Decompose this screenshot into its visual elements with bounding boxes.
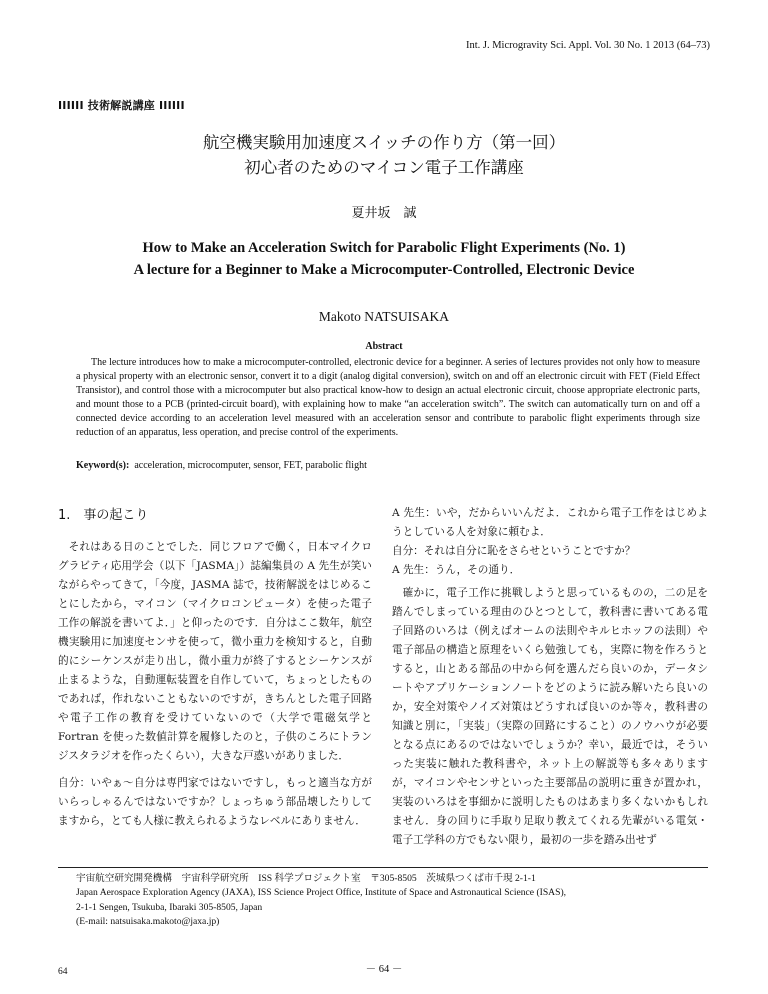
body-paragraph-3: 確かに，電子工作に挑戦しようと思っているものの，二の足を踏んでしまっている理由のひとつとして，教科書に書いてある電子回路のいろは（例えばオームの法則やキルヒホッフの法則）や電子部品の構造と原理をいくら勉強しても，実際に物を作ろうとすると，山とある部品の中から何を選んだら良いのか，データシートやアプリケーションノートをどのように読み解いたら良いのか，安全対策やノイズ対策はどうすれば良いのか等々，教科書の知識と別に，「実装」（実際の回路にすること）のノウハウが必要となる点にあるのではないでしょうか？幸い，最近では，そういった実装に触れた教科書や，ネット上の解説等も多々ありますが，マイコンやセンサといった主要部品の説明に重きが置かれ，実装のいろはを事細かに説明したものはあまり多くないかもしれません．身の回りに手取り足取り教えてくれる先輩がいる電気・電子工学科の方でもない限り，最初の一歩を踏み出せず bbox=[392, 587, 708, 846]
author-english: Makoto NATSUISAKA bbox=[318, 309, 450, 324]
dialog-line-2: 自分：それは自分に恥をさらせということですか？ bbox=[392, 545, 636, 557]
section-heading: 1. 事の起こり bbox=[58, 508, 149, 523]
keywords-text: acceleration, microcomputer, sensor, FET, parabolic flight bbox=[134, 460, 367, 471]
keywords bbox=[76, 460, 367, 471]
body-paragraph-2: 自分：いやぁ～自分は専門家ではないですし，もっと適当な方がいらっしゃるんではないですか？しょっちゅう部品壊したりしてますから，とても人様に教えられるようなレベルにありません． bbox=[58, 777, 372, 827]
abstract-body: The lecture introduces how to make a microcomputer-controlled, electronic device for a beginner. A series of lectures provides not only how to measure a physical property with an electronic sensor, convert it to a digit (analog digital conversion), switch on and off an electronic circuit with FET (Field Effect Transistor), and control those with a microcomputer but also practical know-how to design an actual electronic circuit, choose appropriate electronic parts, and mount those to a PCB (printed-circuit board), with explaining how to make “an acceleration switch”. The switch can automatically turn on and off a connected device according to an acceleration level measured with an acceleration sensor and contribute to parabolic flight experiments through size reduction of an apparatus, less operation, and precise control of the experiments. bbox=[76, 357, 700, 438]
title-japanese-line2: 初心者のためのマイコン電子工作講座 bbox=[244, 158, 524, 177]
keywords-label: Keyword(s): bbox=[76, 460, 130, 471]
affiliation-line-2: Japan Aerospace Exploration Agency (JAXA), ISS Science Project Office, Institute of Space and Astronautical Science (ISAS), bbox=[76, 887, 567, 899]
abstract-heading: Abstract bbox=[365, 341, 403, 352]
affiliation-line-3: 2-1-1 Sengen, Tsukuba, Ibaraki 305-8505, Japan bbox=[76, 901, 263, 913]
page-number-center: － 64 － bbox=[365, 964, 403, 975]
title-english-line2: A lecture for a Beginner to Make a Microcomputer-Controlled, Electronic Device bbox=[133, 262, 635, 278]
dialog-line-1: A 先生：いや，だからいいんだよ．これから電子工作をはじめようとしている人を対象に頼むよ． bbox=[392, 507, 708, 538]
footnote-divider bbox=[58, 867, 708, 868]
dialog-block bbox=[392, 504, 708, 580]
page-number: 64 bbox=[58, 967, 68, 977]
title-english-line1: How to Make an Acceleration Switch for Parabolic Flight Experiments (No. 1) bbox=[142, 240, 626, 256]
affiliation-line-1: 宇宙航空研究開発機構 宇宙科学研究所 ISS 科学プロジェクト室 〒305-8505 茨城県つくば市千現 2-1-1 bbox=[76, 873, 536, 884]
author-japanese: 夏井坂 誠 bbox=[351, 206, 417, 221]
series-label: IIIIII 技術解説講座 IIIIII bbox=[58, 99, 185, 112]
affiliation bbox=[76, 872, 716, 929]
title-japanese-line1: 航空機実験用加速度スイッチの作り方（第一回） bbox=[202, 133, 566, 152]
journal-reference: Int. J. Microgravity Sci. Appl. Vol. 30 No. 1 2013 (64–73) bbox=[465, 40, 710, 51]
dialog-line-3: A 先生：うん，その通り． bbox=[392, 564, 521, 576]
body-paragraph-1: それはある日のことでした．同じフロアで働く，日本マイクログラビティ応用学会（以下「JASMA」）誌編集員の A 先生が笑いながらやってきて，「今度，JASMA 誌で，技術解説をはじめることにしたから，マイコン（マイクロコンピュータ）を使った電子工作の解説を書いてよ．」と仰ったのです．自分はここ数年，航空機実験用に加速度センサを使って，微小重力を検知すると，自動的にシーケンスが走り出し，微小重力が終了するとシーケンスが止まるような，自動運転装置を自作していて，ちょっとしたものであれば，作れないこともないのですが，きちんとした電子回路や電子工作の教育を受けていないので（大学で電磁気学と Fortran を使った数値計算を履修したのと，子供のころにトランジスタラジオを作ったくらい），大きな戸惑いがありました． bbox=[58, 541, 372, 762]
affiliation-line-4: (E-mail: natsuisaka.makoto@jaxa.jp) bbox=[76, 915, 220, 927]
